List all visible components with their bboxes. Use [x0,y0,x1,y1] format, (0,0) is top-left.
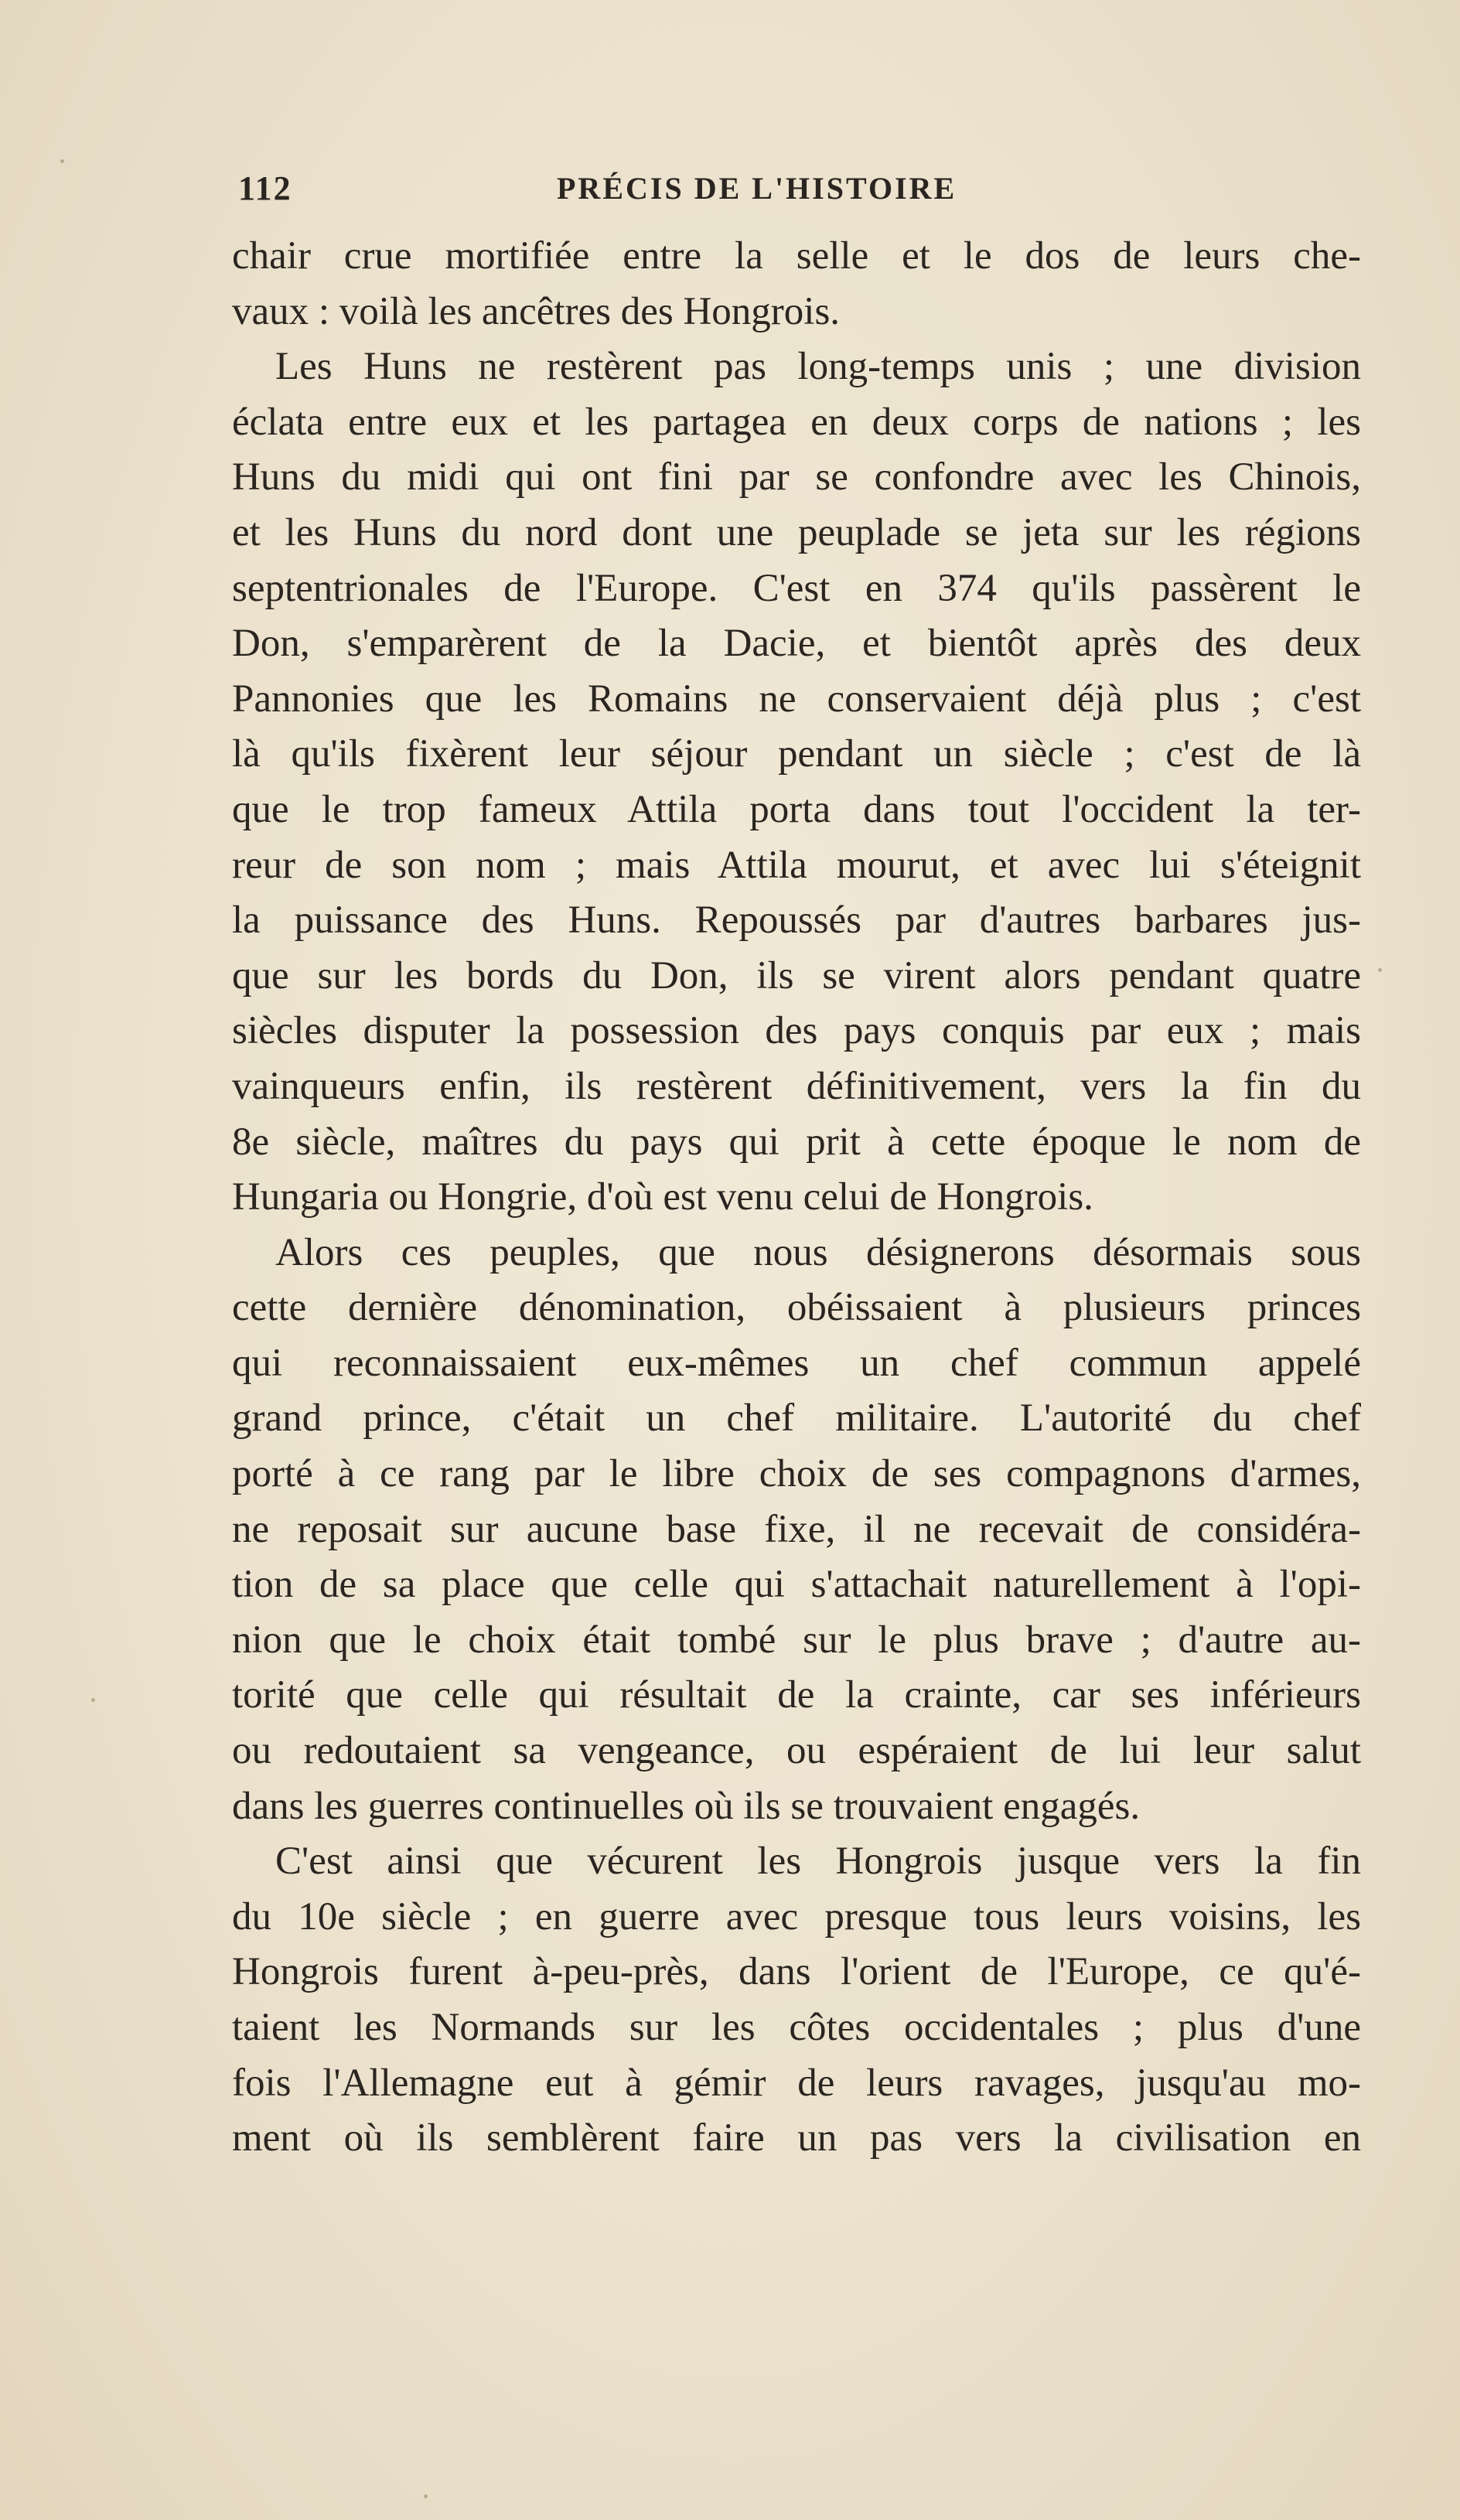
page-number: 112 [238,169,292,207]
paper-speck [1378,968,1382,972]
text-line: Hungaria ou Hongrie, d'où est venu celui de Hongrois. [232,1175,1093,1219]
page-header [232,169,1361,215]
text-line: C'est ainsi que vécurent les Hongrois jusque vers la fin [275,1840,1361,1884]
text-line: dans les guerres continuelles où ils se trouvaient engagés. [232,1784,1141,1828]
text-line: 8e siècle, maîtres du pays qui prit à cette époque le nom de [232,1120,1361,1164]
text-line: vainqueurs enfin, ils restèrent définitivement, vers la fin du [232,1064,1361,1108]
text-line: cette dernière dénomination, obéissaient à plusieurs princes [232,1286,1361,1330]
text-line: reur de son nom ; mais Attila mourut, et avec lui s'éteignit [232,843,1361,887]
text-line: Pannonies que les Romains ne conservaient déjà plus ; c'est [232,677,1361,721]
text-line: tion de sa place que celle qui s'attachait naturellement à l'opi- [232,1563,1361,1607]
text-line: chair crue mortifiée entre la selle et le dos de leurs che- [232,234,1361,278]
paper-speck [91,1698,95,1702]
text-line: ment où ils semblèrent faire un pas vers la civilisation en [232,2116,1361,2160]
text-line: fois l'Allemagne eut à gémir de leurs ravages, jusqu'au mo- [232,2061,1361,2105]
text-line: Don, s'emparèrent de la Dacie, et bientôt après des deux [232,622,1361,666]
text-line: éclata entre eux et les partagea en deux corps de nations ; les [232,400,1361,444]
text-line: Alors ces peuples, que nous désignerons désormais sous [275,1230,1361,1274]
text-line: torité que celle qui résultait de la crainte, car ses inférieurs [232,1673,1361,1717]
text-line: vaux : voilà les ancêtres des Hongrois. [232,289,841,333]
text-line: taient les Normands sur les côtes occidentales ; plus d'une [232,2006,1361,2049]
text-line: grand prince, c'était un chef militaire. L'autorité du chef [232,1396,1361,1441]
text-line: la puissance des Huns. Repoussés par d'autres barbares jus- [232,899,1361,943]
text-line: Hongrois furent à-peu-près, dans l'orient de l'Europe, ce qu'é- [232,1950,1361,1994]
text-line: ou redoutaient sa vengeance, ou espéraient de lui leur salut [232,1729,1361,1773]
text-line: là qu'ils fixèrent leur séjour pendant un siècle ; c'est de là [232,732,1361,776]
text-line: que le trop fameux Attila porta dans tout l'occident la ter- [232,787,1361,831]
text-line: porté à ce rang par le libre choix de ses compagnons d'armes, [232,1452,1361,1496]
text-line: qui reconnaissaient eux-mêmes un chef commun appelé [232,1341,1361,1385]
running-head: PRÉCIS DE L'HISTOIRE [557,171,957,206]
text-line: et les Huns du nord dont une peuplade se jeta sur les régions [232,510,1361,554]
text-line: Huns du midi qui ont fini par se confondre avec les Chinois, [232,455,1361,500]
text-line: septentrionales de l'Europe. C'est en 374 qu'ils passèrent le [232,566,1361,610]
text-line: ne reposait sur aucune base fixe, il ne recevait de considéra- [232,1507,1361,1551]
body-text [232,229,1361,2167]
text-line: nion que le choix était tombé sur le plus brave ; d'autre au- [232,1618,1361,1662]
text-line: siècles disputer la possession des pays conquis par eux ; mais [232,1009,1361,1053]
paper-speck [424,2494,428,2498]
text-line: du 10e siècle ; en guerre avec presque tous leurs voisins, les [232,1894,1361,1939]
text-line: Les Huns ne restèrent pas long-temps unis ; une division [275,345,1361,389]
text-line: que sur les bords du Don, ils se virent alors pendant quatre [232,953,1361,997]
paper-speck [60,159,64,163]
